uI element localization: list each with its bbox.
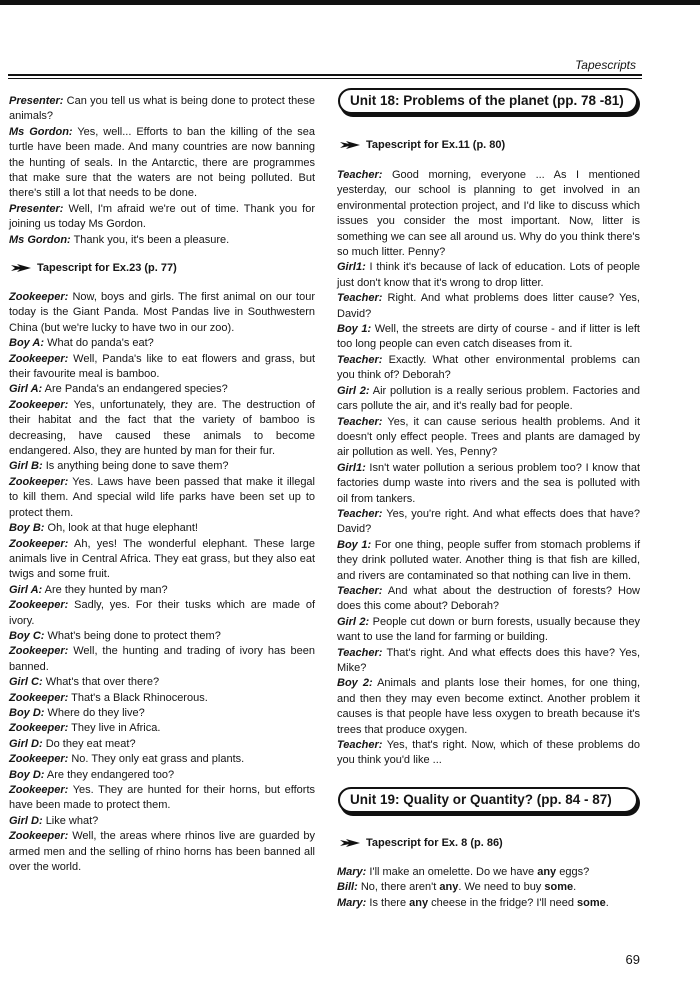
tapescript-heading-ex8 <box>340 837 503 849</box>
speaker-label: Presenter: <box>9 202 64 215</box>
speaker-label: Girl B: <box>9 460 43 473</box>
emphasis-word: any <box>537 866 557 878</box>
dialogue-line <box>337 615 640 646</box>
page-number: 69 <box>625 952 640 967</box>
tapescript-heading-ex11 <box>340 139 505 151</box>
unit-18-title: Unit 18: Problems of the planet (pp. 78 -81) <box>350 93 624 108</box>
speaker-label: Teacher: <box>337 507 383 520</box>
speaker-label: Teacher: <box>337 584 383 597</box>
speech-text: Right. And what problems does litter cause? Yes, David? <box>337 292 640 320</box>
emphasis-word: any <box>439 881 459 894</box>
speaker-label: Girl 2: <box>337 384 370 397</box>
speaker-label: Teacher: <box>337 415 383 428</box>
dialogue-line <box>337 880 640 895</box>
dialogue-line <box>9 644 315 675</box>
dialogue-line <box>337 384 640 415</box>
speaker-label: Girl 2: <box>337 615 370 628</box>
speaker-label: Zookeeper: <box>9 830 69 843</box>
speaker-label: Zookeeper: <box>9 475 69 488</box>
dialogue-line <box>337 415 640 461</box>
speaker-label: Teacher: <box>337 292 383 305</box>
dialogue-line <box>337 260 640 291</box>
speech-text: Yes, unfortunately, they are. The destruction of their habitat and the fact that the variety of bamboo is decreasing, have caused these animals to become endangered. Also, they are hunted by man for their fur. <box>9 398 315 458</box>
running-header: Tapescripts <box>575 58 636 72</box>
arrow-icon <box>340 140 360 150</box>
speech-text: What's being done to protect them? <box>47 629 221 642</box>
dialogue-line <box>337 507 640 538</box>
speech-text: And what about the destruction of forests? How does this come about? Deborah? <box>337 584 640 613</box>
right-dialogue <box>337 168 640 769</box>
speech-text: They live in Africa. <box>71 722 161 735</box>
dialogue-line <box>9 202 315 233</box>
dialogue-line <box>337 291 640 322</box>
top-border-rule <box>0 0 700 5</box>
tapescript-heading-label: Tapescript for Ex. 8 (p. 86) <box>366 837 503 849</box>
speaker-label: Teacher: <box>337 353 383 366</box>
speaker-label: Bill: <box>337 881 358 894</box>
dialogue-line <box>9 829 315 875</box>
speech-text: Good morning, everyone ... As I mentioned yesterday, our school is planning to get involved in an environmental protection project, and I'd like to discuss which issues you consider the most important. Now, litter is something we can see all around us. Why do you think there's so much litter. Penny? <box>337 169 640 259</box>
speech-text: Well, the streets are dirty of course - and if litter is left too long people can even catch diseases from it. <box>337 323 640 351</box>
speech-text: Can you tell us what is being done to protect these animals? <box>9 95 315 123</box>
dialogue-line <box>9 459 315 474</box>
speech-text: People cut down or burn forests, usually because they want to use the land for farming or building. <box>337 615 640 644</box>
speaker-label: Zookeeper: <box>9 537 69 550</box>
speech-text: Like what? <box>45 814 99 827</box>
tapescript-heading-label: Tapescript for Ex.11 (p. 80) <box>366 139 506 151</box>
dialogue-line <box>9 629 315 644</box>
speech-text: Well, I'm afraid we're out of time. Thank you for joining us today Ms Gordon. <box>9 202 315 231</box>
speech-text: eggs? <box>556 866 590 878</box>
speech-text: Animals and plants lose their homes, for one thing, and then they may even become extinct. Another problem it causes is that people have less oxygen to breath because it's trees that produce oxygen. <box>337 677 641 736</box>
speech-text: What's that over there? <box>45 676 160 689</box>
dialogue-line <box>9 125 315 202</box>
speaker-label: Teacher: <box>337 169 383 181</box>
unit-19-title-box <box>338 787 638 813</box>
speech-text: Ah, yes! The wonderful elephant. These large animals live in Central Africa. They eat grass, but they also eat twigs and some fruit. <box>9 537 316 581</box>
speech-text: That's right. And what effects does this have? Yes, Mike? <box>337 646 641 674</box>
speaker-label: Girl D: <box>9 737 43 750</box>
dialogue-line <box>337 646 640 677</box>
speech-text: . We need to buy <box>458 881 545 894</box>
speaker-label: Teacher: <box>337 739 383 752</box>
speech-text: No. They only eat grass and plants. <box>71 753 245 766</box>
speaker-label: Girl C: <box>9 676 43 689</box>
speaker-label: Zookeeper: <box>9 753 69 766</box>
speaker-label: Teacher: <box>337 646 383 659</box>
emphasis-word: any <box>409 896 429 909</box>
speech-text: Yes, that's right. Now, which of these problems do you think you'd like ... <box>337 739 641 767</box>
speech-text: Yes, you're right. And what effects does that have? David? <box>337 507 640 536</box>
unit-19-title: Unit 19: Quality or Quantity? (pp. 84 - 87) <box>350 792 612 807</box>
speech-text: Sadly, yes. For their tusks which are made of ivory. <box>9 599 315 627</box>
speech-text: Where do they live? <box>47 706 145 719</box>
speaker-label: Zookeeper: <box>9 645 69 658</box>
dialogue-line <box>337 461 640 507</box>
dialogue-line <box>9 783 315 814</box>
speaker-label: Girl1: <box>337 461 366 474</box>
speech-text: Yes. Laws have been passed that make it illegal to kill them. And special wild life parks have been set up to protect them. <box>9 475 315 519</box>
speaker-label: Girl1: <box>337 261 366 274</box>
left-column <box>9 94 315 248</box>
speech-text: Air pollution is a really serious problem. Factories and cars pollute the air, and it's really bad for people. <box>337 384 640 413</box>
speaker-label: Boy A: <box>9 337 45 350</box>
header-rule <box>8 74 642 76</box>
speaker-label: Boy D: <box>9 706 45 719</box>
speech-text: For one thing, people suffer from stomach problems if they drink polluted water. Another thing is that fish are killed, and rivers are contaminated so that nothing can live in them. <box>337 538 640 582</box>
speech-text: Are Panda's an endangered species? <box>44 383 228 396</box>
speaker-label: Girl A: <box>9 583 43 596</box>
speech-text: Oh, look at that huge elephant! <box>47 522 198 535</box>
speech-text: . <box>573 881 577 894</box>
speech-text: Thank you, it's been a pleasure. <box>73 233 230 246</box>
dialogue-line <box>337 168 640 260</box>
dialogue-line <box>9 382 315 397</box>
dialogue-line <box>9 721 315 736</box>
arrow-icon <box>11 263 31 273</box>
speech-text: I'll make an omelette. Do we have <box>369 866 538 878</box>
dialogue-line <box>9 336 315 351</box>
dialogue-line <box>337 322 640 353</box>
dialogue-line <box>9 521 315 536</box>
speaker-label: Zookeeper: <box>9 691 69 704</box>
dialogue-line <box>9 475 315 521</box>
dialogue-line <box>9 233 315 248</box>
speech-text: Well, the hunting and trading of ivory has been banned. <box>9 645 315 673</box>
dialogue-line <box>337 676 640 738</box>
speech-text: cheese in the fridge? I'll need <box>428 896 577 909</box>
speech-text: Are they endangered too? <box>46 768 175 781</box>
speaker-label: Zookeeper: <box>9 599 69 612</box>
dialogue-line <box>337 896 640 911</box>
dialogue-line <box>9 583 315 598</box>
speaker-label: Boy 1: <box>337 538 372 551</box>
dialogue-line <box>9 675 315 690</box>
dialogue-line <box>9 814 315 829</box>
speaker-label: Mary: <box>337 896 367 909</box>
speech-text: No, there aren't <box>360 881 440 894</box>
tapescript-heading-label: Tapescript for Ex.23 (p. 77) <box>37 262 177 274</box>
dialogue-line <box>9 737 315 752</box>
left-dialogue <box>9 290 315 875</box>
speaker-label: Girl D: <box>9 814 43 827</box>
dialogue-line <box>337 584 640 615</box>
dialogue-line <box>337 538 640 584</box>
speaker-label: Boy 2: <box>337 677 373 690</box>
speech-text: Well, Panda's like to eat flowers and grass, but their favourite meal is bamboo. <box>9 352 316 381</box>
speaker-label: Zookeeper: <box>9 722 69 735</box>
dialogue-line <box>337 353 640 384</box>
speech-text: What do panda's eat? <box>47 337 154 350</box>
emphasis-word: some <box>577 896 606 909</box>
speaker-label: Boy D: <box>9 768 45 781</box>
tapescript-heading-ex23 <box>11 262 177 274</box>
speaker-label: Zookeeper: <box>9 398 69 411</box>
speaker-label: Presenter: <box>9 95 64 107</box>
dialogue-line <box>9 691 315 706</box>
speech-text: Now, boys and girls. The first animal on our tour today is the Giant Panda. Most Pandas live in Southwestern China (but we're lucky to have two in our zoo). <box>9 291 315 334</box>
speaker-label: Zookeeper: <box>9 291 69 303</box>
right-dialogue-unit19 <box>337 865 640 911</box>
speaker-label: Boy C: <box>9 629 45 642</box>
speaker-label: Mary: <box>337 866 367 878</box>
dialogue-line <box>9 537 315 583</box>
speech-text: Is anything being done to save them? <box>45 460 229 473</box>
speech-text: Are they hunted by man? <box>44 583 168 596</box>
speaker-label: Zookeeper: <box>9 352 69 365</box>
dialogue-line <box>9 290 315 336</box>
arrow-icon <box>340 838 360 848</box>
dialogue-line <box>337 738 640 769</box>
dialogue-line <box>9 768 315 783</box>
speech-text: Yes, well... Efforts to ban the killing of the sea turtle have been made. And many countries are now banning the hunting of seals. In the Antarctic, there are programmes that make sure that the waters are not being polluted. But there's still a lot that needs to be done. <box>9 125 315 200</box>
speech-text: . <box>605 896 609 909</box>
speaker-label: Zookeeper: <box>9 784 69 796</box>
speaker-label: Ms Gordon: <box>9 233 71 246</box>
speaker-label: Boy B: <box>9 522 45 535</box>
dialogue-line <box>9 598 315 629</box>
speaker-label: Girl A: <box>9 383 43 396</box>
dialogue-line <box>337 865 640 880</box>
emphasis-word: some <box>544 881 574 894</box>
speech-text: I think it's because of lack of education. Lots of people just don't know that it's wrong to drop litter. <box>337 261 641 289</box>
dialogue-line <box>9 352 315 383</box>
speech-text: Do they eat meat? <box>45 737 136 750</box>
speech-text: Exactly. What other environmental problems can you think of? Deborah? <box>337 353 640 382</box>
speech-text: Isn't water pollution a serious problem too? I know that factories dump waste into rivers and the sea is polluted with oil from tankers. <box>337 461 640 505</box>
speech-text: Yes, it can cause serious health problems. And it doesn't only effect people. Trees and plants are damaged by air pollution as well. Yes, Penny? <box>337 415 641 459</box>
speaker-label: Ms Gordon: <box>9 125 73 138</box>
speech-text: Is there <box>369 896 410 909</box>
speech-text: Yes. They are hunted for their horns, but efforts have been made to protect them. <box>9 784 316 812</box>
unit-18-title-box <box>338 88 638 114</box>
header-rule-thin <box>8 78 642 79</box>
dialogue-line <box>9 752 315 767</box>
speech-text: Well, the areas where rhinos live are guarded by armed men and the selling of rhino horns has been banned all over the world. <box>9 830 316 874</box>
dialogue-line <box>9 398 315 460</box>
speech-text: That's a Black Rhinocerous. <box>71 691 208 704</box>
dialogue-line <box>9 706 315 721</box>
dialogue-line <box>9 94 315 125</box>
speaker-label: Boy 1: <box>337 323 372 336</box>
